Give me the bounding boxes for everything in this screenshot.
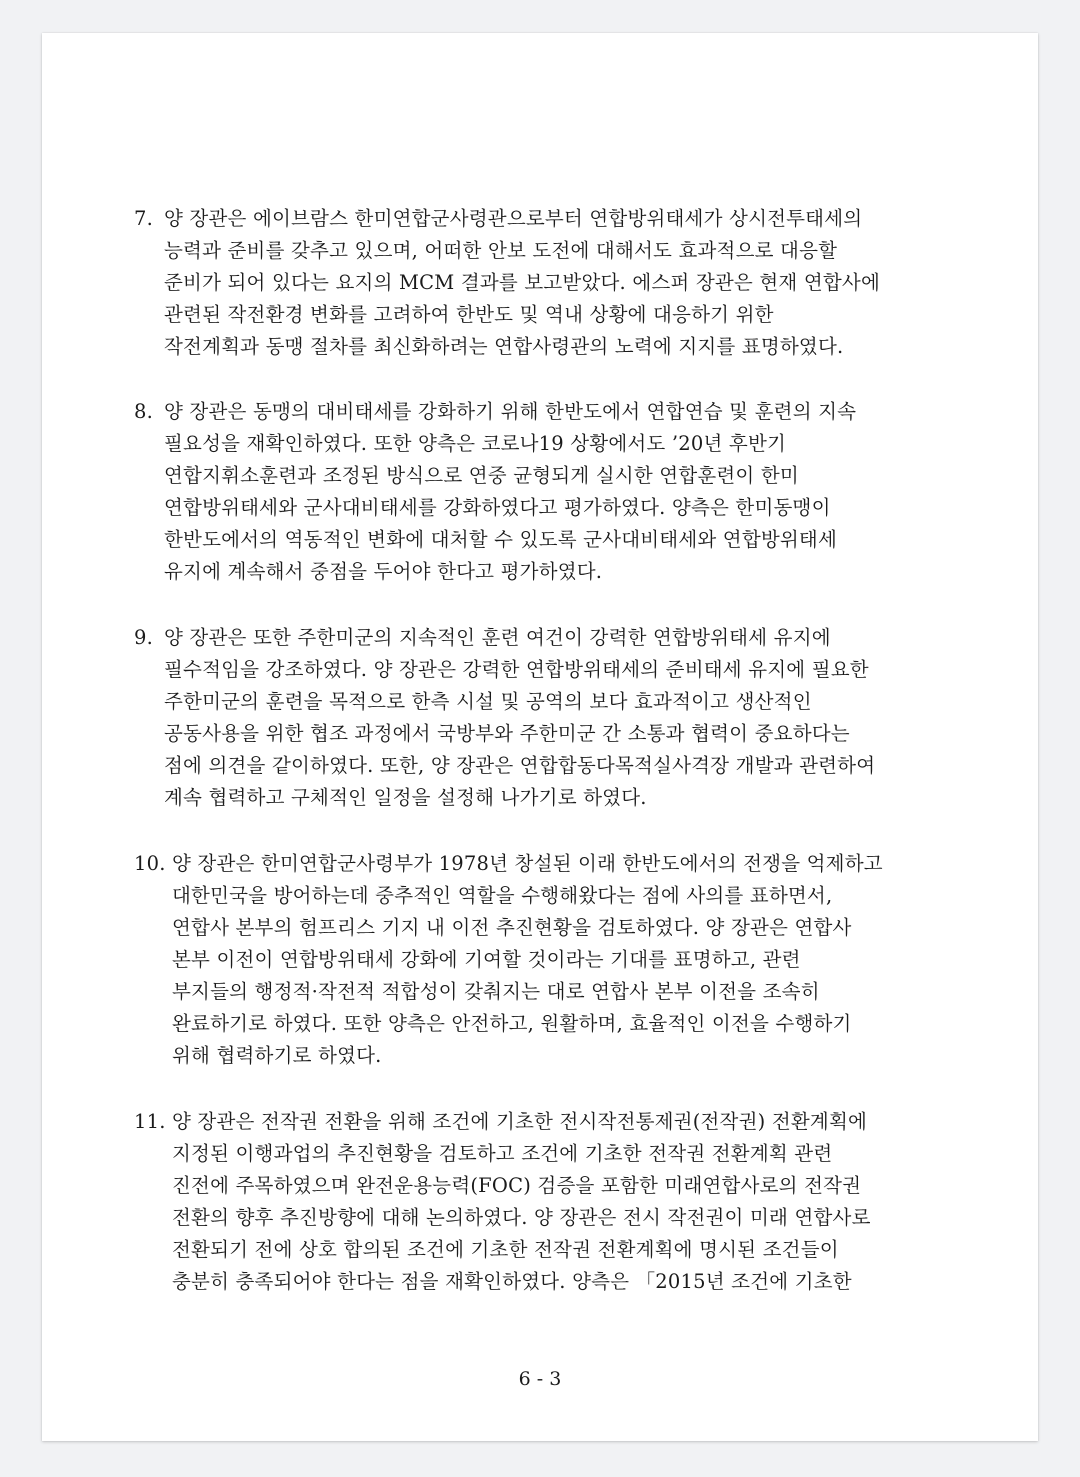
paragraph-line: 대한민국을 방어하는데 중추적인 역할을 수행해왔다는 점에 사의를 표하면서, bbox=[172, 884, 833, 907]
paragraph-line: 점에 의견을 같이하였다. 또한, 양 장관은 연합합동다목적실사격장 개발과 관련하여 bbox=[164, 754, 876, 777]
paragraph-8 bbox=[134, 396, 954, 588]
paragraph-line: 한반도에서의 역동적인 변화에 대처할 수 있도록 군사대비태세와 연합방위태세 bbox=[164, 528, 838, 551]
paragraph-text: 양 장관은 한미연합군사령부가 1978년 창설된 이래 한반도에서의 전쟁을 억제하고 bbox=[172, 852, 883, 875]
paragraph-number: 8. bbox=[134, 400, 154, 423]
paragraph-text: 양 장관은 에이브람스 한미연합군사령관으로부터 연합방위태세가 상시전투태세의 bbox=[164, 207, 863, 230]
paragraph-9 bbox=[134, 622, 954, 814]
paragraph-line: 연합사 본부의 험프리스 기지 내 이전 추진현황을 검토하였다. 양 장관은 연합사 bbox=[172, 916, 852, 939]
paragraph-line bbox=[134, 396, 954, 428]
paragraph-7 bbox=[134, 203, 954, 363]
paragraph-line: 공동사용을 위한 협조 과정에서 국방부와 주한미군 간 소통과 협력이 중요하다는 bbox=[164, 722, 850, 745]
paragraph-line bbox=[134, 1106, 954, 1138]
paragraph-line: 관련된 작전환경 변화를 고려하여 한반도 및 역내 상황에 대응하기 위한 bbox=[164, 303, 774, 326]
paragraph-line: 필수적임을 강조하였다. 양 장관은 강력한 연합방위태세의 준비태세 유지에 필요한 bbox=[164, 658, 869, 681]
paragraph-line: 준비가 되어 있다는 요지의 MCM 결과를 보고받았다. 에스퍼 장관은 현재 연합사에 bbox=[164, 271, 880, 294]
paragraph-line: 충분히 충족되어야 한다는 점을 재확인하였다. 양측은 「2015년 조건에 기초한 bbox=[172, 1270, 852, 1293]
paragraph-line: 주한미군의 훈련을 목적으로 한측 시설 및 공역의 보다 효과적이고 생산적인 bbox=[164, 690, 812, 713]
paragraph-11 bbox=[134, 1106, 954, 1298]
paragraph-text: 양 장관은 동맹의 대비태세를 강화하기 위해 한반도에서 연합연습 및 훈련의 지속 bbox=[164, 400, 857, 423]
paragraph-number: 9. bbox=[134, 626, 154, 649]
paragraph-line bbox=[134, 848, 954, 880]
paragraph-number: 7. bbox=[134, 207, 154, 230]
paragraph-line: 본부 이전이 연합방위태세 강화에 기여할 것이라는 기대를 표명하고, 관련 bbox=[172, 948, 801, 971]
paragraph-line bbox=[134, 203, 954, 235]
paragraph-line: 연합방위태세와 군사대비태세를 강화하였다고 평가하였다. 양측은 한미동맹이 bbox=[164, 496, 831, 519]
paragraph-line bbox=[134, 622, 954, 654]
paragraph-line: 지정된 이행과업의 추진현황을 검토하고 조건에 기초한 전작권 전환계획 관련 bbox=[172, 1142, 833, 1165]
paragraph-10 bbox=[134, 848, 954, 1072]
paragraph-text: 양 장관은 전작권 전환을 위해 조건에 기초한 전시작전통제권(전작권) 전환계획에 bbox=[172, 1110, 868, 1133]
paragraph-line: 완료하기로 하였다. 또한 양측은 안전하고, 원활하며, 효율적인 이전을 수행하기 bbox=[172, 1012, 852, 1035]
page-number: 6 - 3 bbox=[518, 1368, 562, 1390]
paragraph-line: 유지에 계속해서 중점을 두어야 한다고 평가하였다. bbox=[164, 560, 603, 583]
paragraph-line: 전환되기 전에 상호 합의된 조건에 기초한 전작권 전환계획에 명시된 조건들이 bbox=[172, 1238, 839, 1261]
paragraph-line: 필요성을 재확인하였다. 또한 양측은 코로나19 상황에서도 ’20년 후반기 bbox=[164, 432, 787, 455]
paragraph-line: 부지들의 행정적·작전적 적합성이 갖춰지는 대로 연합사 본부 이전을 조속히 bbox=[172, 980, 820, 1003]
paragraph-line: 위해 협력하기로 하였다. bbox=[172, 1044, 382, 1067]
paragraph-line: 계속 협력하고 구체적인 일정을 설정해 나가기로 하였다. bbox=[164, 786, 647, 809]
document-page bbox=[42, 33, 1038, 1441]
paragraph-line: 능력과 준비를 갖추고 있으며, 어떠한 안보 도전에 대해서도 효과적으로 대응할 bbox=[164, 239, 838, 262]
paragraph-line: 작전계획과 동맹 절차를 최신화하려는 연합사령관의 노력에 지지를 표명하였다. bbox=[164, 335, 844, 358]
paragraph-line: 진전에 주목하였으며 완전운용능력(FOC) 검증을 포함한 미래연합사로의 전작권 bbox=[172, 1174, 862, 1197]
paragraph-number: 10. bbox=[134, 852, 166, 875]
paragraph-number: 11. bbox=[134, 1110, 166, 1133]
paragraph-line: 전환의 향후 추진방향에 대해 논의하였다. 양 장관은 전시 작전권이 미래 연합사로 bbox=[172, 1206, 871, 1229]
paragraph-line: 연합지휘소훈련과 조정된 방식으로 연중 균형되게 실시한 연합훈련이 한미 bbox=[164, 464, 799, 487]
paragraph-text: 양 장관은 또한 주한미군의 지속적인 훈련 여건이 강력한 연합방위태세 유지에 bbox=[164, 626, 831, 649]
